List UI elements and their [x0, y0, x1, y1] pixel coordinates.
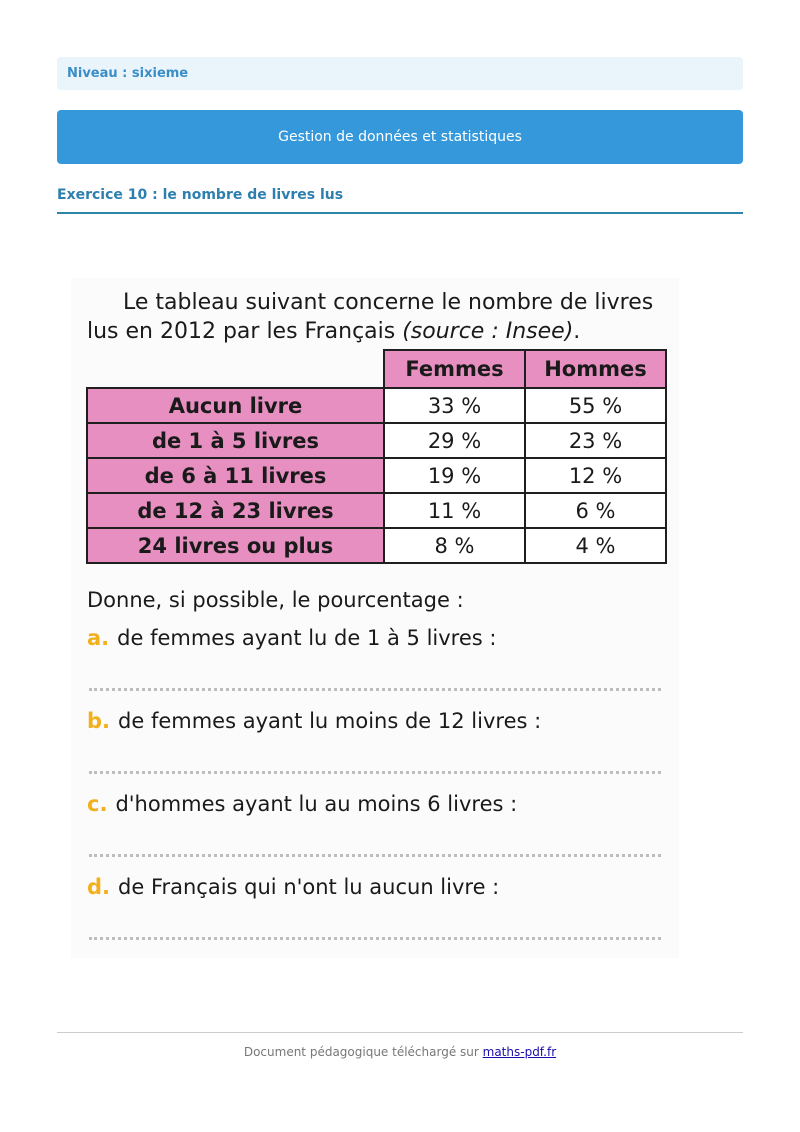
exercise-image	[71, 278, 679, 958]
question-a	[87, 626, 667, 650]
question-letter: c.	[87, 792, 108, 816]
cell-femmes: 29 %	[384, 423, 525, 458]
cell-femmes: 19 %	[384, 458, 525, 493]
question-text: d'hommes ayant lu au moins 6 livres :	[115, 792, 518, 816]
question-text: de Français qui n'ont lu aucun livre :	[118, 875, 500, 899]
column-header-hommes: Hommes	[525, 350, 666, 388]
question-prompt: Donne, si possible, le pourcentage :	[87, 588, 464, 612]
exercise-heading	[57, 186, 743, 214]
row-label: de 12 à 23 livres	[87, 493, 384, 528]
footer-link[interactable]: maths-pdf.fr	[482, 1045, 557, 1059]
footer-divider	[57, 1032, 743, 1033]
answer-line-a[interactable]	[89, 688, 661, 691]
exercise-title-text: Exercice 10 : le nombre de livres lus	[57, 187, 344, 203]
topic-banner	[57, 110, 743, 164]
question-letter: d.	[87, 875, 111, 899]
cell-hommes: 4 %	[525, 528, 666, 563]
column-header-femmes: Femmes	[384, 350, 525, 388]
table-row	[87, 493, 666, 528]
answer-line-c[interactable]	[89, 854, 661, 857]
level-label: Niveau : sixieme	[67, 66, 189, 81]
footer-text: Document pédagogique téléchargé sur	[243, 1045, 483, 1059]
cell-hommes: 12 %	[525, 458, 666, 493]
question-letter: a.	[87, 626, 110, 650]
table-header-row	[87, 350, 666, 388]
row-label: Aucun livre	[87, 388, 384, 423]
intro-end: .	[573, 319, 581, 344]
table-row	[87, 388, 666, 423]
row-label: de 1 à 5 livres	[87, 423, 384, 458]
table-row	[87, 423, 666, 458]
topic-title: Gestion de données et statistiques	[278, 129, 522, 145]
cell-femmes: 11 %	[384, 493, 525, 528]
question-b	[87, 709, 667, 733]
answer-line-d[interactable]	[89, 937, 661, 940]
table-corner-cell	[87, 350, 384, 388]
exercise-intro	[87, 288, 677, 346]
books-table	[86, 349, 667, 564]
question-d	[87, 875, 667, 899]
cell-femmes: 8 %	[384, 528, 525, 563]
cell-hommes: 23 %	[525, 423, 666, 458]
intro-source: (source : Insee)	[402, 319, 574, 344]
intro-text: Le tableau suivant concerne le nombre de livres lus en 2012 par les Français	[87, 290, 654, 344]
cell-hommes: 55 %	[525, 388, 666, 423]
question-text: de femmes ayant lu moins de 12 livres :	[118, 709, 542, 733]
question-text: de femmes ayant lu de 1 à 5 livres :	[117, 626, 497, 650]
cell-hommes: 6 %	[525, 493, 666, 528]
row-label: 24 livres ou plus	[87, 528, 384, 563]
level-banner	[57, 57, 743, 90]
table-row	[87, 528, 666, 563]
row-label: de 6 à 11 livres	[87, 458, 384, 493]
table-row	[87, 458, 666, 493]
answer-line-b[interactable]	[89, 771, 661, 774]
cell-femmes: 33 %	[384, 388, 525, 423]
question-c	[87, 792, 667, 816]
question-letter: b.	[87, 709, 111, 733]
page-footer	[57, 1045, 743, 1059]
